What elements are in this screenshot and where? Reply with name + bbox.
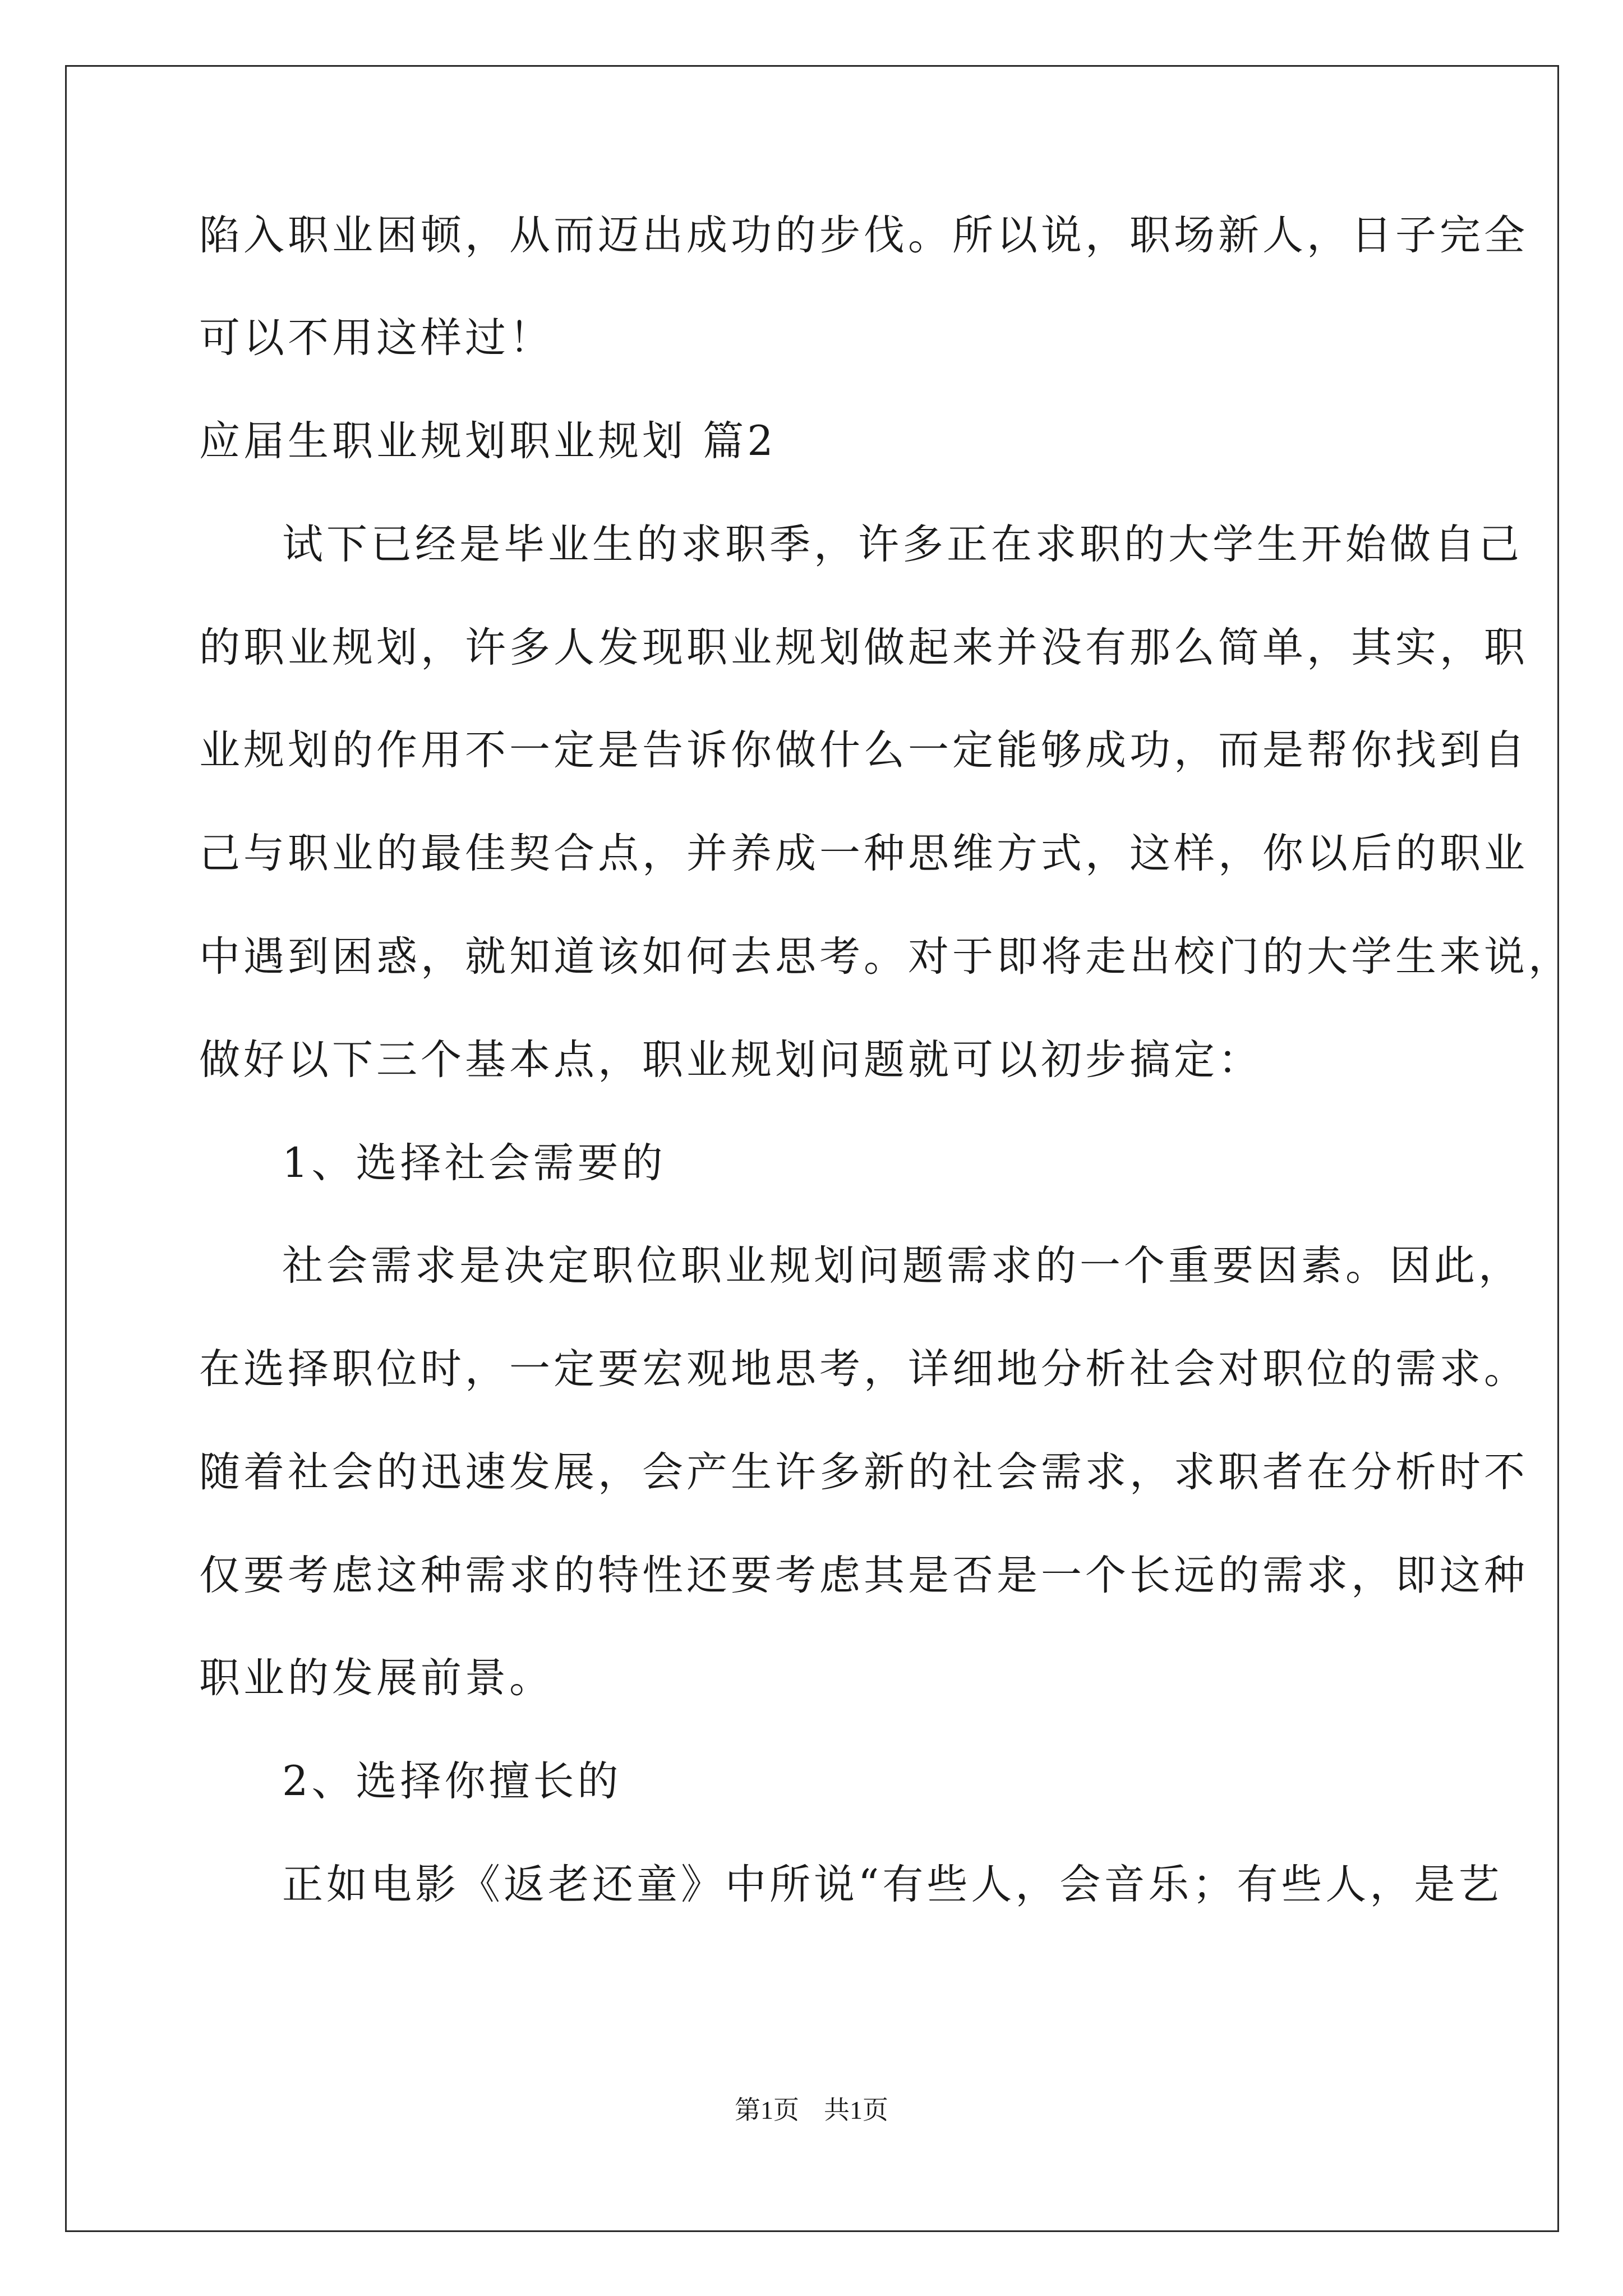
body-line: 随着社会的迅速发展，会产生许多新的社会需求，求职者在分析时不 — [199, 1448, 1528, 1496]
page-total: 共1页 — [824, 2096, 888, 2124]
body-line: 陷入职业困顿，从而迈出成功的步伐。所以说，职场新人，日子完全 — [199, 211, 1528, 259]
body-line: 的职业规划，许多人发现职业规划做起来并没有那么简单，其实，职 — [199, 624, 1528, 671]
body-line: 在选择职位时，一定要宏观地思考，详细地分析社会对职位的需求。 — [199, 1345, 1528, 1393]
body-line: 己与职业的最佳契合点，并养成一种思维方式，这样，你以后的职业 — [199, 830, 1528, 877]
section-heading: 应届生职业规划职业规划 篇2 — [199, 417, 777, 465]
body-line: 业规划的作用不一定是告诉你做什么一定能够成功，而是帮你找到自 — [199, 726, 1528, 774]
body-line: 社会需求是决定职位职业规划问题需求的一个重要因素。因此， — [282, 1242, 1523, 1290]
list-heading: 2、选择你擅长的 — [282, 1757, 622, 1805]
page-number: 第1页 — [735, 2096, 799, 2124]
body-line: 正如电影《返老还童》中所说“有些人，会音乐；有些人，是艺 — [282, 1861, 1503, 1908]
list-heading: 1、选择社会需要的 — [282, 1139, 666, 1187]
body-line: 中遇到困惑，就知道该如何去思考。对于即将走出校门的大学生来说， — [199, 933, 1573, 981]
body-line: 可以不用这样过！ — [199, 314, 554, 362]
body-line: 做好以下三个基本点，职业规划问题就可以初步搞定： — [199, 1036, 1262, 1084]
body-line: 仅要考虑这种需求的特性还要考虑其是否是一个长远的需求，即这种 — [199, 1552, 1528, 1599]
body-line: 职业的发展前景。 — [199, 1654, 554, 1702]
body-line: 试下已经是毕业生的求职季，许多正在求职的大学生开始做自己 — [282, 521, 1523, 568]
page-footer — [0, 2093, 1623, 2127]
